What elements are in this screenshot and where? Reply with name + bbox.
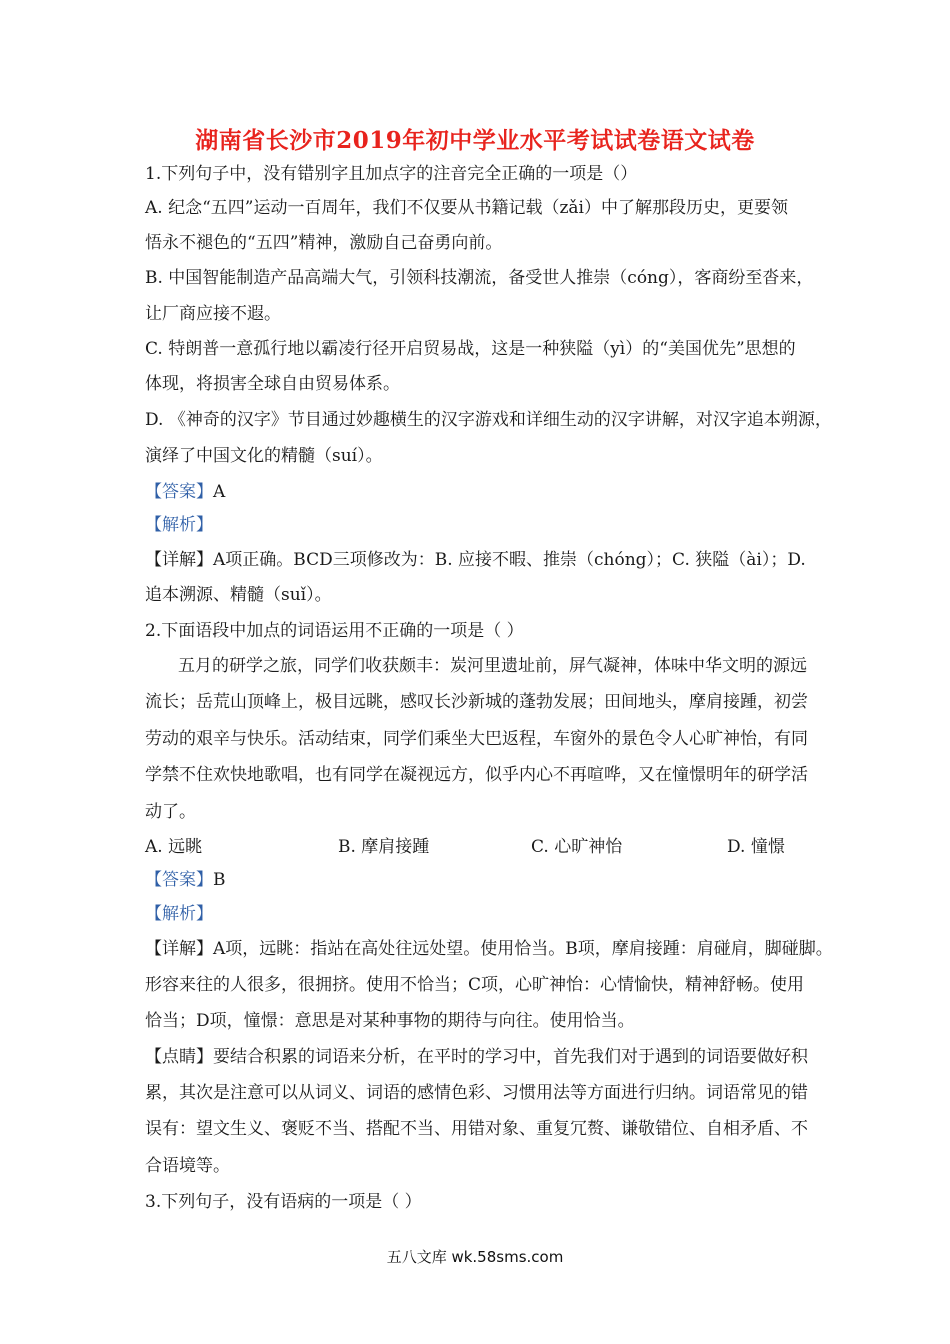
- q1-detail-line1: [145, 549, 806, 571]
- q2-tip-text1: 要结合积累的词语来分析，在平时的学习中，首先我们对于遇到的词语要做好积: [213, 1047, 808, 1067]
- q1-detail-line2: 追本溯源、精髓（suǐ）。: [145, 585, 332, 605]
- q2-option-c: C. 心旷神怡: [531, 837, 623, 857]
- q2-tip-line3: 误有：望文生义、褒贬不当、搭配不当、用错对象、重复冗赘、谦敬错位、自相矛盾、不: [145, 1119, 808, 1139]
- q2-answer-value: B: [213, 870, 226, 890]
- detail-tag: 【详解】: [145, 550, 213, 570]
- q2-detail-line2: 形容来往的人很多，很拥挤。使用不恰当；C项，心旷神怡：心情愉快，精神舒畅。使用: [145, 975, 805, 995]
- q2-detail-line1: [145, 938, 833, 960]
- tip-tag: 【点睛】: [145, 1047, 213, 1067]
- q2-passage-line1: 五月的研学之旅，同学们收获颇丰：炭河里遗址前，屏气凝神，体味中华文明的源远: [178, 656, 807, 676]
- q2-option-d: D. 憧憬: [727, 837, 785, 857]
- q2-answer: [145, 869, 226, 891]
- q2-option-a: A. 远眺: [145, 837, 203, 857]
- detail-tag: 【详解】: [145, 939, 213, 959]
- page-footer: 五八文库 wk.58sms.com: [386, 1248, 564, 1266]
- q1-option-a-line2: 悟永不褪色的“五四”精神，激励自己奋勇向前。: [145, 233, 503, 253]
- analysis-tag: 【解析】: [145, 904, 213, 924]
- q3-stem: 3.下列句子，没有语病的一项是（ ）: [145, 1192, 422, 1212]
- q1-option-d-line1: D. 《神奇的汉字》节目通过妙趣横生的汉字游戏和详细生动的汉字讲解，对汉字追本朔源，: [145, 410, 832, 430]
- q2-tip-line4: 合语境等。: [145, 1156, 230, 1176]
- q1-option-a-line1: A. 纪念“五四”运动一百周年，我们不仅要从书籍记载（zǎi）中了解那段历史，更要领: [145, 198, 788, 218]
- q2-analysis-tag: [145, 903, 213, 925]
- answer-tag: 【答案】: [145, 870, 213, 890]
- q2-option-b: B. 摩肩接踵: [338, 837, 430, 857]
- q1-answer: [145, 481, 225, 503]
- q1-option-c-line2: 体现，将损害全球自由贸易体系。: [145, 374, 400, 394]
- q1-option-d-line2: 演绎了中国文化的精髓（suí）。: [145, 446, 383, 466]
- q1-option-b-line2: 让厂商应接不遐。: [145, 304, 281, 324]
- q2-detail-text1: A项，远眺：指站在高处往远处望。使用恰当。B项，摩肩接踵：肩碰肩，脚碰脚。: [213, 939, 833, 959]
- analysis-tag: 【解析】: [145, 515, 213, 535]
- q2-tip-line1: [145, 1046, 808, 1068]
- answer-tag: 【答案】: [145, 482, 213, 502]
- q1-option-c-line1: C. 特朗普一意孤行地以霸凌行径开启贸易战，这是一种狭隘（yì）的“美国优先”思想的: [145, 339, 796, 359]
- q1-detail-text1: A项正确。BCD三项修改为：B. 应接不暇、推崇（chóng）；C. 狭隘（ài）；D.: [213, 550, 806, 570]
- document-title: 湖南省长沙市2019年初中学业水平考试试卷语文试卷: [195, 127, 755, 154]
- q2-passage-line3: 劳动的艰辛与快乐。活动结束，同学们乘坐大巴返程，车窗外的景色令人心旷神怡，有同: [145, 729, 808, 749]
- q1-stem: 1.下列句子中，没有错别字且加点字的注音完全正确的一项是（）: [145, 164, 638, 184]
- q1-answer-value: A: [213, 482, 226, 502]
- q2-passage-line4: 学禁不住欢快地歌唱，也有同学在凝视远方，似乎内心不再喧哗，又在憧憬明年的研学活: [145, 765, 808, 785]
- q2-tip-line2: 累，其次是注意可以从词义、词语的感情色彩、习惯用法等方面进行归纳。词语常见的错: [145, 1083, 808, 1103]
- q1-analysis-tag: [145, 514, 213, 536]
- q2-detail-line3: 恰当；D项，憧憬：意思是对某种事物的期待与向往。使用恰当。: [145, 1011, 635, 1031]
- q1-option-b-line1: B. 中国智能制造产品高端大气，引领科技潮流，备受世人推崇（cóng），客商纷至沓来，: [145, 268, 814, 288]
- q2-stem: 2.下面语段中加点的词语运用不正确的一项是（ ）: [145, 621, 524, 641]
- q2-passage-line5: 动了。: [145, 802, 196, 822]
- q2-passage-line2: 流长；岳荒山顶峰上，极目远眺，感叹长沙新城的蓬勃发展；田间地头，摩肩接踵，初尝: [145, 692, 808, 712]
